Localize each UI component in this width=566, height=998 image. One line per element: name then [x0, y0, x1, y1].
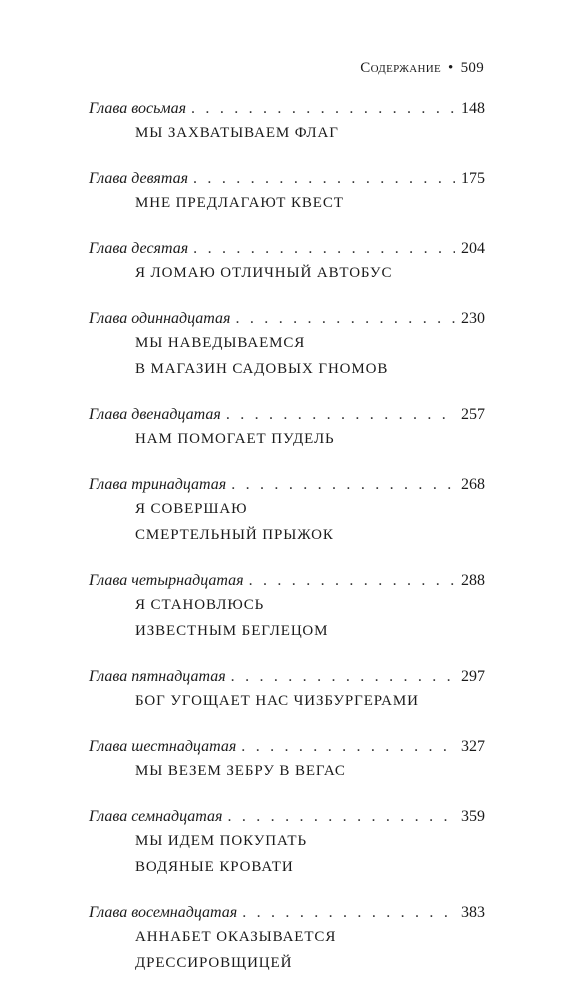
toc-chapter-title: Я ЛОМАЮ ОТЛИЧНЫЙ АВТОБУС [135, 265, 393, 281]
toc-page-number: 359 [461, 808, 485, 825]
toc-chapter-line [89, 98, 485, 120]
toc-chapter-name: Глава четырнадцатая [89, 572, 244, 589]
toc-page-number: 297 [461, 668, 485, 685]
toc-chapter-line [89, 570, 485, 592]
running-head [360, 60, 484, 77]
toc-chapter-line [89, 168, 485, 190]
toc-page-number: 327 [461, 738, 485, 755]
toc-page-number: 383 [461, 904, 485, 921]
toc-chapter-line [89, 736, 485, 758]
toc-chapter-name: Глава семнадцатая [89, 808, 223, 825]
toc-chapter-title: СМЕРТЕЛЬНЫЙ ПРЫЖОК [135, 527, 334, 543]
toc-chapter-name: Глава десятая [89, 240, 189, 257]
toc-page-number: 257 [461, 406, 485, 423]
toc-dot-leader [231, 666, 455, 688]
table-of-contents [89, 98, 485, 998]
toc-entry [89, 404, 485, 452]
toc-entry [89, 474, 485, 548]
toc-dot-leader [226, 404, 455, 426]
toc-page-number: 175 [461, 170, 485, 187]
toc-chapter-line [89, 806, 485, 828]
toc-chapter-title: МНЕ ПРЕДЛАГАЮТ КВЕСТ [135, 195, 344, 211]
toc-chapter-title: ДРЕССИРОВЩИЦЕЙ [135, 955, 293, 971]
toc-entry [89, 736, 485, 784]
toc-page-number: 204 [461, 240, 485, 257]
toc-chapter-title: ВОДЯНЫЕ КРОВАТИ [135, 859, 294, 875]
toc-entry [89, 168, 485, 216]
toc-chapter-line [89, 404, 485, 426]
toc-dot-leader [236, 308, 456, 330]
toc-chapter-title: Я СТАНОВЛЮСЬ [135, 597, 265, 613]
toc-page-number: 230 [461, 310, 485, 327]
running-head-section: Содержание [360, 60, 442, 76]
toc-page-number: 268 [461, 476, 485, 493]
toc-chapter-title: МЫ ИДЕМ ПОКУПАТЬ [135, 833, 307, 849]
toc-chapter-line [89, 474, 485, 496]
toc-entry [89, 570, 485, 644]
toc-chapter-title: В МАГАЗИН САДОВЫХ ГНОМОВ [135, 361, 389, 377]
toc-chapter-title: Я СОВЕРШАЮ [135, 501, 248, 517]
toc-chapter-line [89, 666, 485, 688]
toc-dot-leader [193, 238, 455, 260]
toc-chapter-name: Глава тринадцатая [89, 476, 227, 493]
toc-dot-leader [231, 474, 455, 496]
toc-chapter-line [89, 308, 485, 330]
toc-dot-leader [227, 806, 455, 828]
toc-chapter-title: ИЗВЕСТНЫМ БЕГЛЕЦОМ [135, 623, 329, 639]
toc-chapter-title: МЫ ЗАХВАТЫВАЕМ ФЛАГ [135, 125, 339, 141]
toc-entry [89, 902, 485, 976]
toc-chapter-name: Глава одиннадцатая [89, 310, 231, 327]
toc-entry [89, 98, 485, 146]
toc-page-number: 148 [461, 100, 485, 117]
toc-entry [89, 666, 485, 714]
toc-dot-leader [191, 98, 455, 120]
toc-dot-leader [249, 570, 455, 592]
toc-chapter-name: Глава пятнадцатая [89, 668, 226, 685]
toc-chapter-line [89, 238, 485, 260]
toc-chapter-title: МЫ НАВЕДЫВАЕМСЯ [135, 335, 306, 351]
toc-dot-leader [241, 736, 455, 758]
toc-entry [89, 238, 485, 286]
running-head-separator: • [448, 60, 454, 76]
toc-dot-leader [193, 168, 455, 190]
toc-entry [89, 806, 485, 880]
toc-page-number: 288 [461, 572, 485, 589]
toc-entry [89, 308, 485, 382]
toc-chapter-name: Глава девятая [89, 170, 189, 187]
toc-chapter-title: АННАБЕТ ОКАЗЫВАЕТСЯ [135, 929, 337, 945]
toc-chapter-name: Глава восемнадцатая [89, 904, 238, 921]
toc-chapter-name: Глава восьмая [89, 100, 187, 117]
toc-chapter-title: НАМ ПОМОГАЕТ ПУДЕЛЬ [135, 431, 335, 447]
toc-chapter-title: БОГ УГОЩАЕТ НАС ЧИЗБУРГЕРАМИ [135, 693, 419, 709]
toc-chapter-title: МЫ ВЕЗЕМ ЗЕБРУ В ВЕГАС [135, 763, 346, 779]
toc-dot-leader [242, 902, 455, 924]
running-head-page-number: 509 [460, 60, 484, 76]
toc-chapter-name: Глава шестнадцатая [89, 738, 237, 755]
toc-chapter-line [89, 902, 485, 924]
toc-chapter-name: Глава двенадцатая [89, 406, 221, 423]
